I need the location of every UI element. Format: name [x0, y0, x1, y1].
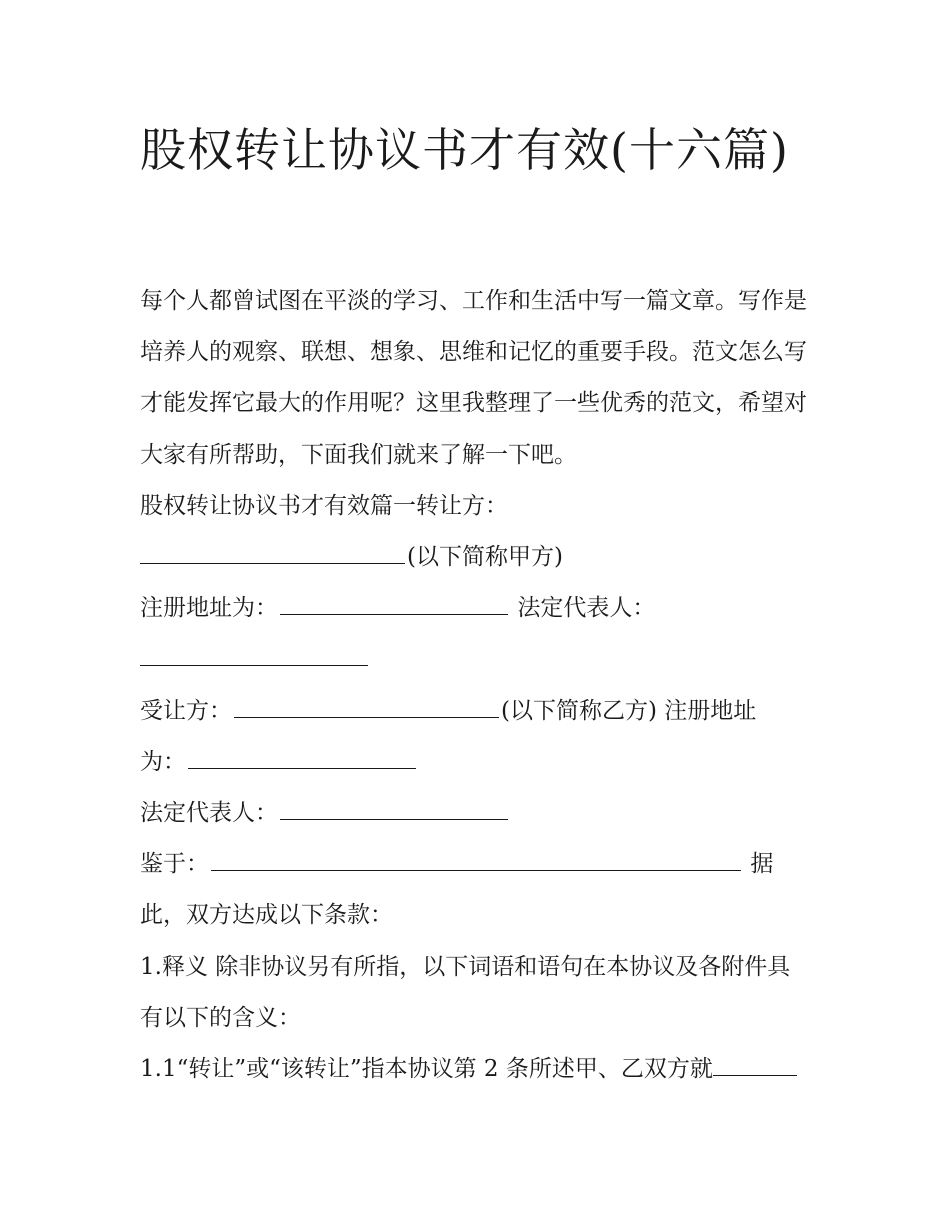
clause-1-1: [140, 1044, 812, 1095]
legal-rep-blank-2: [280, 818, 508, 820]
reg-address-line: [140, 583, 812, 634]
transferee-suffix: (以下简称乙方) 注册地址: [501, 697, 757, 724]
reg-address-line-2: [140, 737, 812, 788]
definitions-paragraph: 1.释义 除非协议另有所指，以下词语和语句在本协议及各附件具有以下的含义：: [140, 953, 791, 1031]
reg-address-blank: [280, 613, 508, 615]
agreement-line: 此，双方达成以下条款：: [140, 902, 393, 929]
whereas-blank: [211, 869, 741, 871]
document-body: [140, 276, 812, 1095]
reg-address-label-2: 为：: [140, 748, 186, 775]
transferee-label: 受让方：: [140, 697, 232, 724]
whereas-suffix: 据: [750, 851, 774, 878]
transferee-blank: [234, 716, 499, 718]
clause-1-1-text: 1.1“转让”或“该转让”指本协议第 2 条所述甲、乙双方就: [140, 1056, 713, 1083]
transferor-suffix: (以下简称甲方): [407, 544, 563, 571]
legal-rep-blank: [140, 664, 368, 666]
transferee-line: [140, 686, 812, 737]
reg-address-blank-2: [188, 767, 416, 769]
whereas-label: 鉴于：: [140, 851, 209, 878]
intro-paragraph: 每个人都曾试图在平淡的学习、工作和生活中写一篇文章。写作是培养人的观察、联想、想象、思维和记忆的重要手段。范文怎么写才能发挥它最大的作用呢？这里我整理了一些优秀的范文，希望对大家有所帮助，下面我们就来了解一下吧。: [140, 288, 807, 468]
clause-1-1-blank: [713, 1074, 797, 1076]
transferor-line: [140, 532, 812, 583]
legal-rep-blank-line: [140, 634, 812, 685]
legal-rep-label-2: 法定代表人：: [140, 800, 278, 827]
document-page: [140, 0, 812, 1229]
legal-rep-line-2: [140, 788, 812, 839]
section-heading: 股权转让协议书才有效篇一转让方：: [140, 492, 508, 519]
document-title: 股权转让协议书才有效(十六篇): [140, 123, 789, 177]
reg-address-label: 注册地址为：: [140, 595, 278, 622]
transferor-blank: [140, 562, 405, 564]
whereas-line: [140, 839, 812, 890]
legal-rep-label: 法定代表人：: [517, 595, 656, 622]
